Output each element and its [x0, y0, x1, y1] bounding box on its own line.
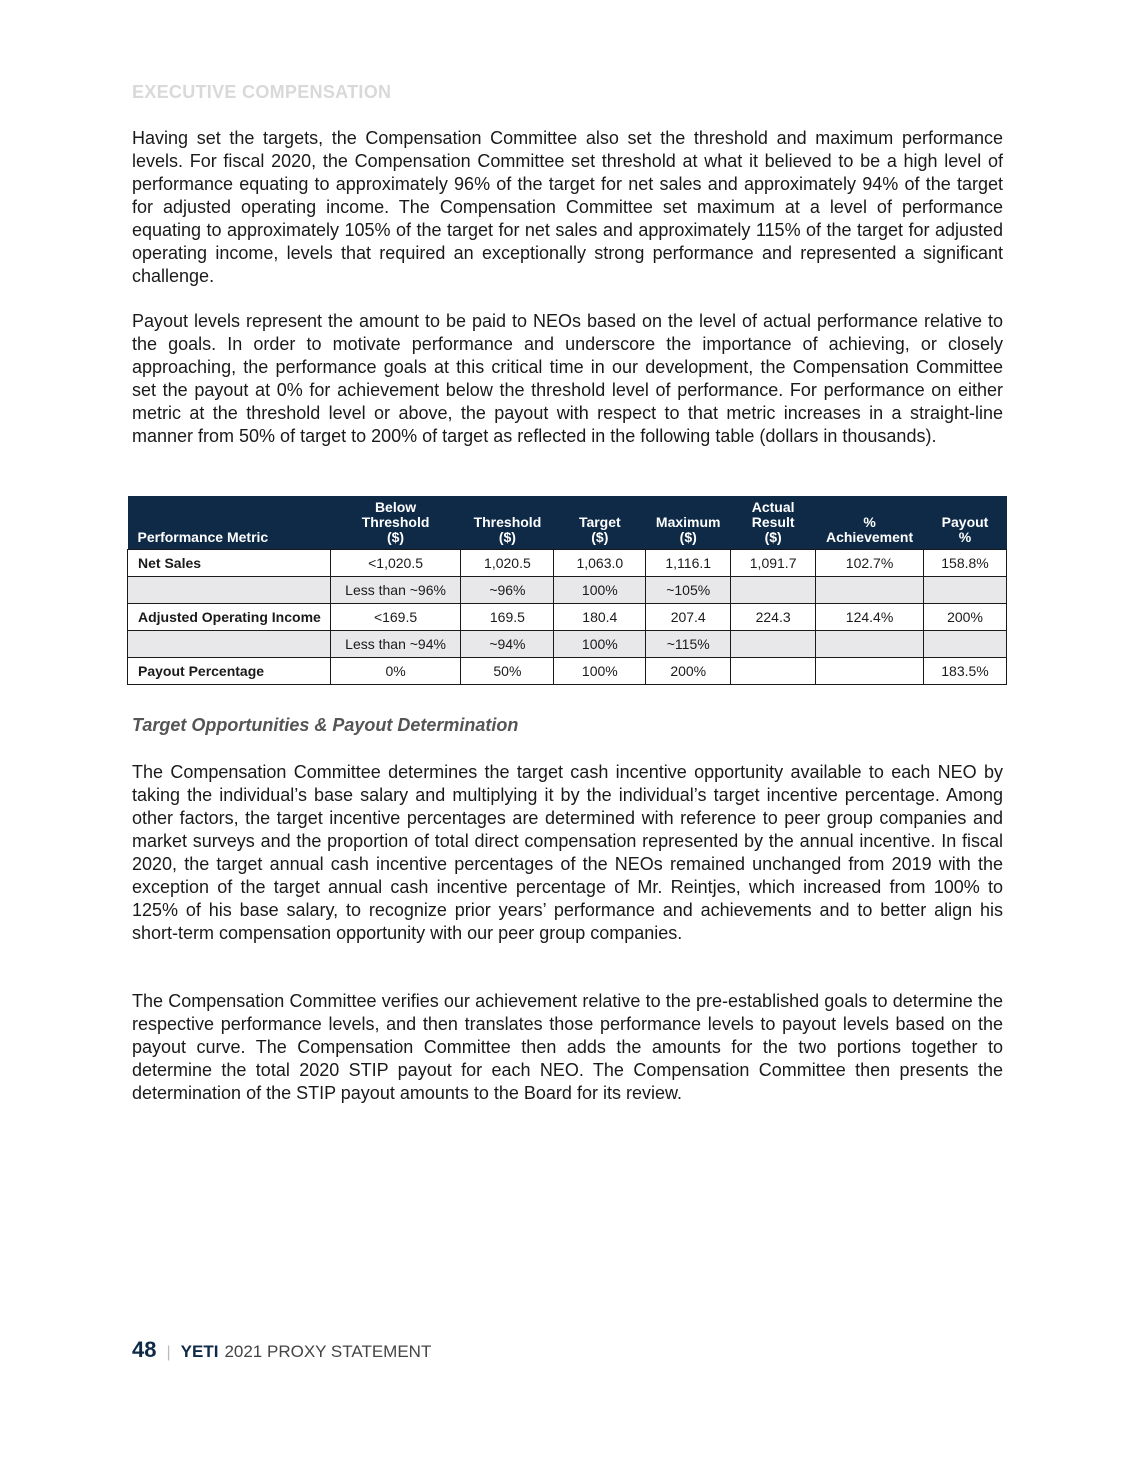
table-cell: 1,020.5 — [461, 550, 554, 577]
table-row — [128, 577, 1007, 604]
table-cell: 1,091.7 — [731, 550, 816, 577]
table-cell — [731, 577, 816, 604]
table-header-cell — [924, 496, 1007, 550]
table-cell: 100% — [554, 577, 646, 604]
table-cell: 200% — [646, 658, 731, 685]
table-cell: 102.7% — [816, 550, 924, 577]
paragraph-target-opportunity: The Compensation Committee determines the target cash incentive opportunity available to each NEO by taking the individual’s base salary and multiplying it by the individual’s target incentive percentage. Among other factors, the target incentive percentages are determined with reference to peer group companies and market surveys and the proportion of total direct compensation represented by the annual incentive. In fiscal 2020, the target annual cash incentive percentages of the NEOs remained unchanged from 2019 with the exception of the target annual cash incentive percentage of Mr. Reintjes, which increased from 100% to 125% of his base salary, to recognize prior years’ performance and achievements and to better align his short-term compensation opportunity with our peer group companies. — [132, 762, 1003, 943]
table-header-text: Payout — [941, 514, 989, 530]
table-row — [128, 658, 1007, 685]
table-cell — [816, 658, 924, 685]
paragraph-verification: The Compensation Committee verifies our achievement relative to the pre-established goals to determine the respective performance levels, and then translates those performance levels to payout levels based on the payout curve. The Compensation Committee then adds the amounts for the two portions together to determine the total 2020 STIP payout for each NEO. The Compensation Committee then presents the determination of the STIP payout amounts to the Board for its review. — [132, 991, 1003, 1103]
table-cell: 158.8% — [924, 550, 1007, 577]
table-header-cell — [554, 496, 646, 550]
table-row — [128, 631, 1007, 658]
footer-separator: | — [166, 1344, 171, 1361]
table-cell: 124.4% — [816, 604, 924, 631]
footer-title: 2021 PROXY STATEMENT — [224, 1342, 432, 1361]
table-cell: 183.5% — [924, 658, 1007, 685]
paragraph-payout-levels: Payout levels represent the amount to be paid to NEOs based on the level of actual performance relative to the goals. In order to motivate performance and underscore the importance of achieving, or closely approaching, the performance goals at this critical time in our development, the Compensation Committee set the payout at 0% for achievement below the threshold level of performance. For performance on either metric at the threshold level or above, the payout with respect to that metric increases in a straight-line manner from 50% of target to 200% of target as reflected in the following table (dollars in thousands). — [132, 311, 1003, 446]
table-cell: 224.3 — [731, 604, 816, 631]
subheading-target-opportunities: Target Opportunities & Payout Determination — [132, 715, 519, 735]
table-cell — [816, 631, 924, 658]
table-cell: 200% — [924, 604, 1007, 631]
table-row-label: Adjusted Operating Income — [128, 604, 331, 631]
table-cell: 100% — [554, 631, 646, 658]
table-header-text: % — [958, 529, 972, 545]
table-cell: 1,116.1 — [646, 550, 731, 577]
table-cell: Less than ~94% — [330, 631, 461, 658]
table-row — [128, 550, 1007, 577]
performance-metric-table — [127, 496, 1007, 685]
table-header-text: ($) — [591, 529, 609, 545]
table-header-row — [128, 496, 1007, 550]
table-cell — [816, 577, 924, 604]
table-row — [128, 604, 1007, 631]
table-row-label: Net Sales — [128, 550, 331, 577]
paragraph-thresholds: Having set the targets, the Compensation Committee also set the threshold and maximum performance levels. For fiscal 2020, the Compensation Committee set threshold at what it believed to be a high level of performance equating to approximately 96% of the target for net sales and approximately 94% of the target for adjusted operating income. The Compensation Committee set maximum at a level of performance equating to approximately 105% of the target for net sales and approximately 115% of the target for adjusted operating income, levels that required an exceptionally strong performance and represented a significant challenge. — [132, 128, 1003, 286]
table-cell: ~94% — [461, 631, 554, 658]
table-cell: ~105% — [646, 577, 731, 604]
table-header-cell — [461, 496, 554, 550]
section-header: EXECUTIVE COMPENSATION — [132, 82, 392, 102]
table-row-label — [128, 577, 331, 604]
table-header-text: Actual — [751, 499, 795, 515]
table-cell: <169.5 — [330, 604, 461, 631]
table-cell — [731, 631, 816, 658]
table-header-text: ($) — [679, 529, 697, 545]
table-cell: 169.5 — [461, 604, 554, 631]
table-cell: 1,063.0 — [554, 550, 646, 577]
table-header-text: Achievement — [825, 529, 914, 545]
table-cell: 180.4 — [554, 604, 646, 631]
table-header-cell — [646, 496, 731, 550]
table-header-text: Threshold — [361, 514, 430, 530]
table-header-text: Below — [374, 499, 417, 515]
table-header-cell — [330, 496, 461, 550]
table-cell — [924, 631, 1007, 658]
table-cell: ~96% — [461, 577, 554, 604]
table-cell: 207.4 — [646, 604, 731, 631]
table-cell: 0% — [330, 658, 461, 685]
table-row-label — [128, 631, 331, 658]
table-header-text: Performance Metric — [137, 529, 269, 545]
page-footer — [132, 1337, 431, 1363]
table-header-text: ($) — [386, 529, 405, 545]
table-cell: 100% — [554, 658, 646, 685]
table-header-text: Threshold — [473, 514, 542, 530]
table-header-cell — [731, 496, 816, 550]
table-header-text: % — [863, 514, 876, 530]
table-cell: <1,020.5 — [330, 550, 461, 577]
table-cell: 50% — [461, 658, 554, 685]
footer-brand: YETI — [180, 1342, 219, 1361]
table-row-label: Payout Percentage — [128, 658, 331, 685]
table-header-text: ($) — [764, 529, 782, 545]
table-cell — [924, 577, 1007, 604]
page-number: 48 — [132, 1337, 157, 1362]
table-header-text: Target — [578, 514, 621, 530]
table-header-cell — [128, 496, 331, 550]
table-cell — [731, 658, 816, 685]
table-cell: ~115% — [646, 631, 731, 658]
table-header-text: ($) — [498, 529, 516, 545]
table-header-text: Maximum — [655, 514, 721, 530]
table-header-cell — [816, 496, 924, 550]
table-body — [128, 550, 1007, 685]
table-cell: Less than ~96% — [330, 577, 461, 604]
table-header-text: Result — [751, 514, 795, 530]
